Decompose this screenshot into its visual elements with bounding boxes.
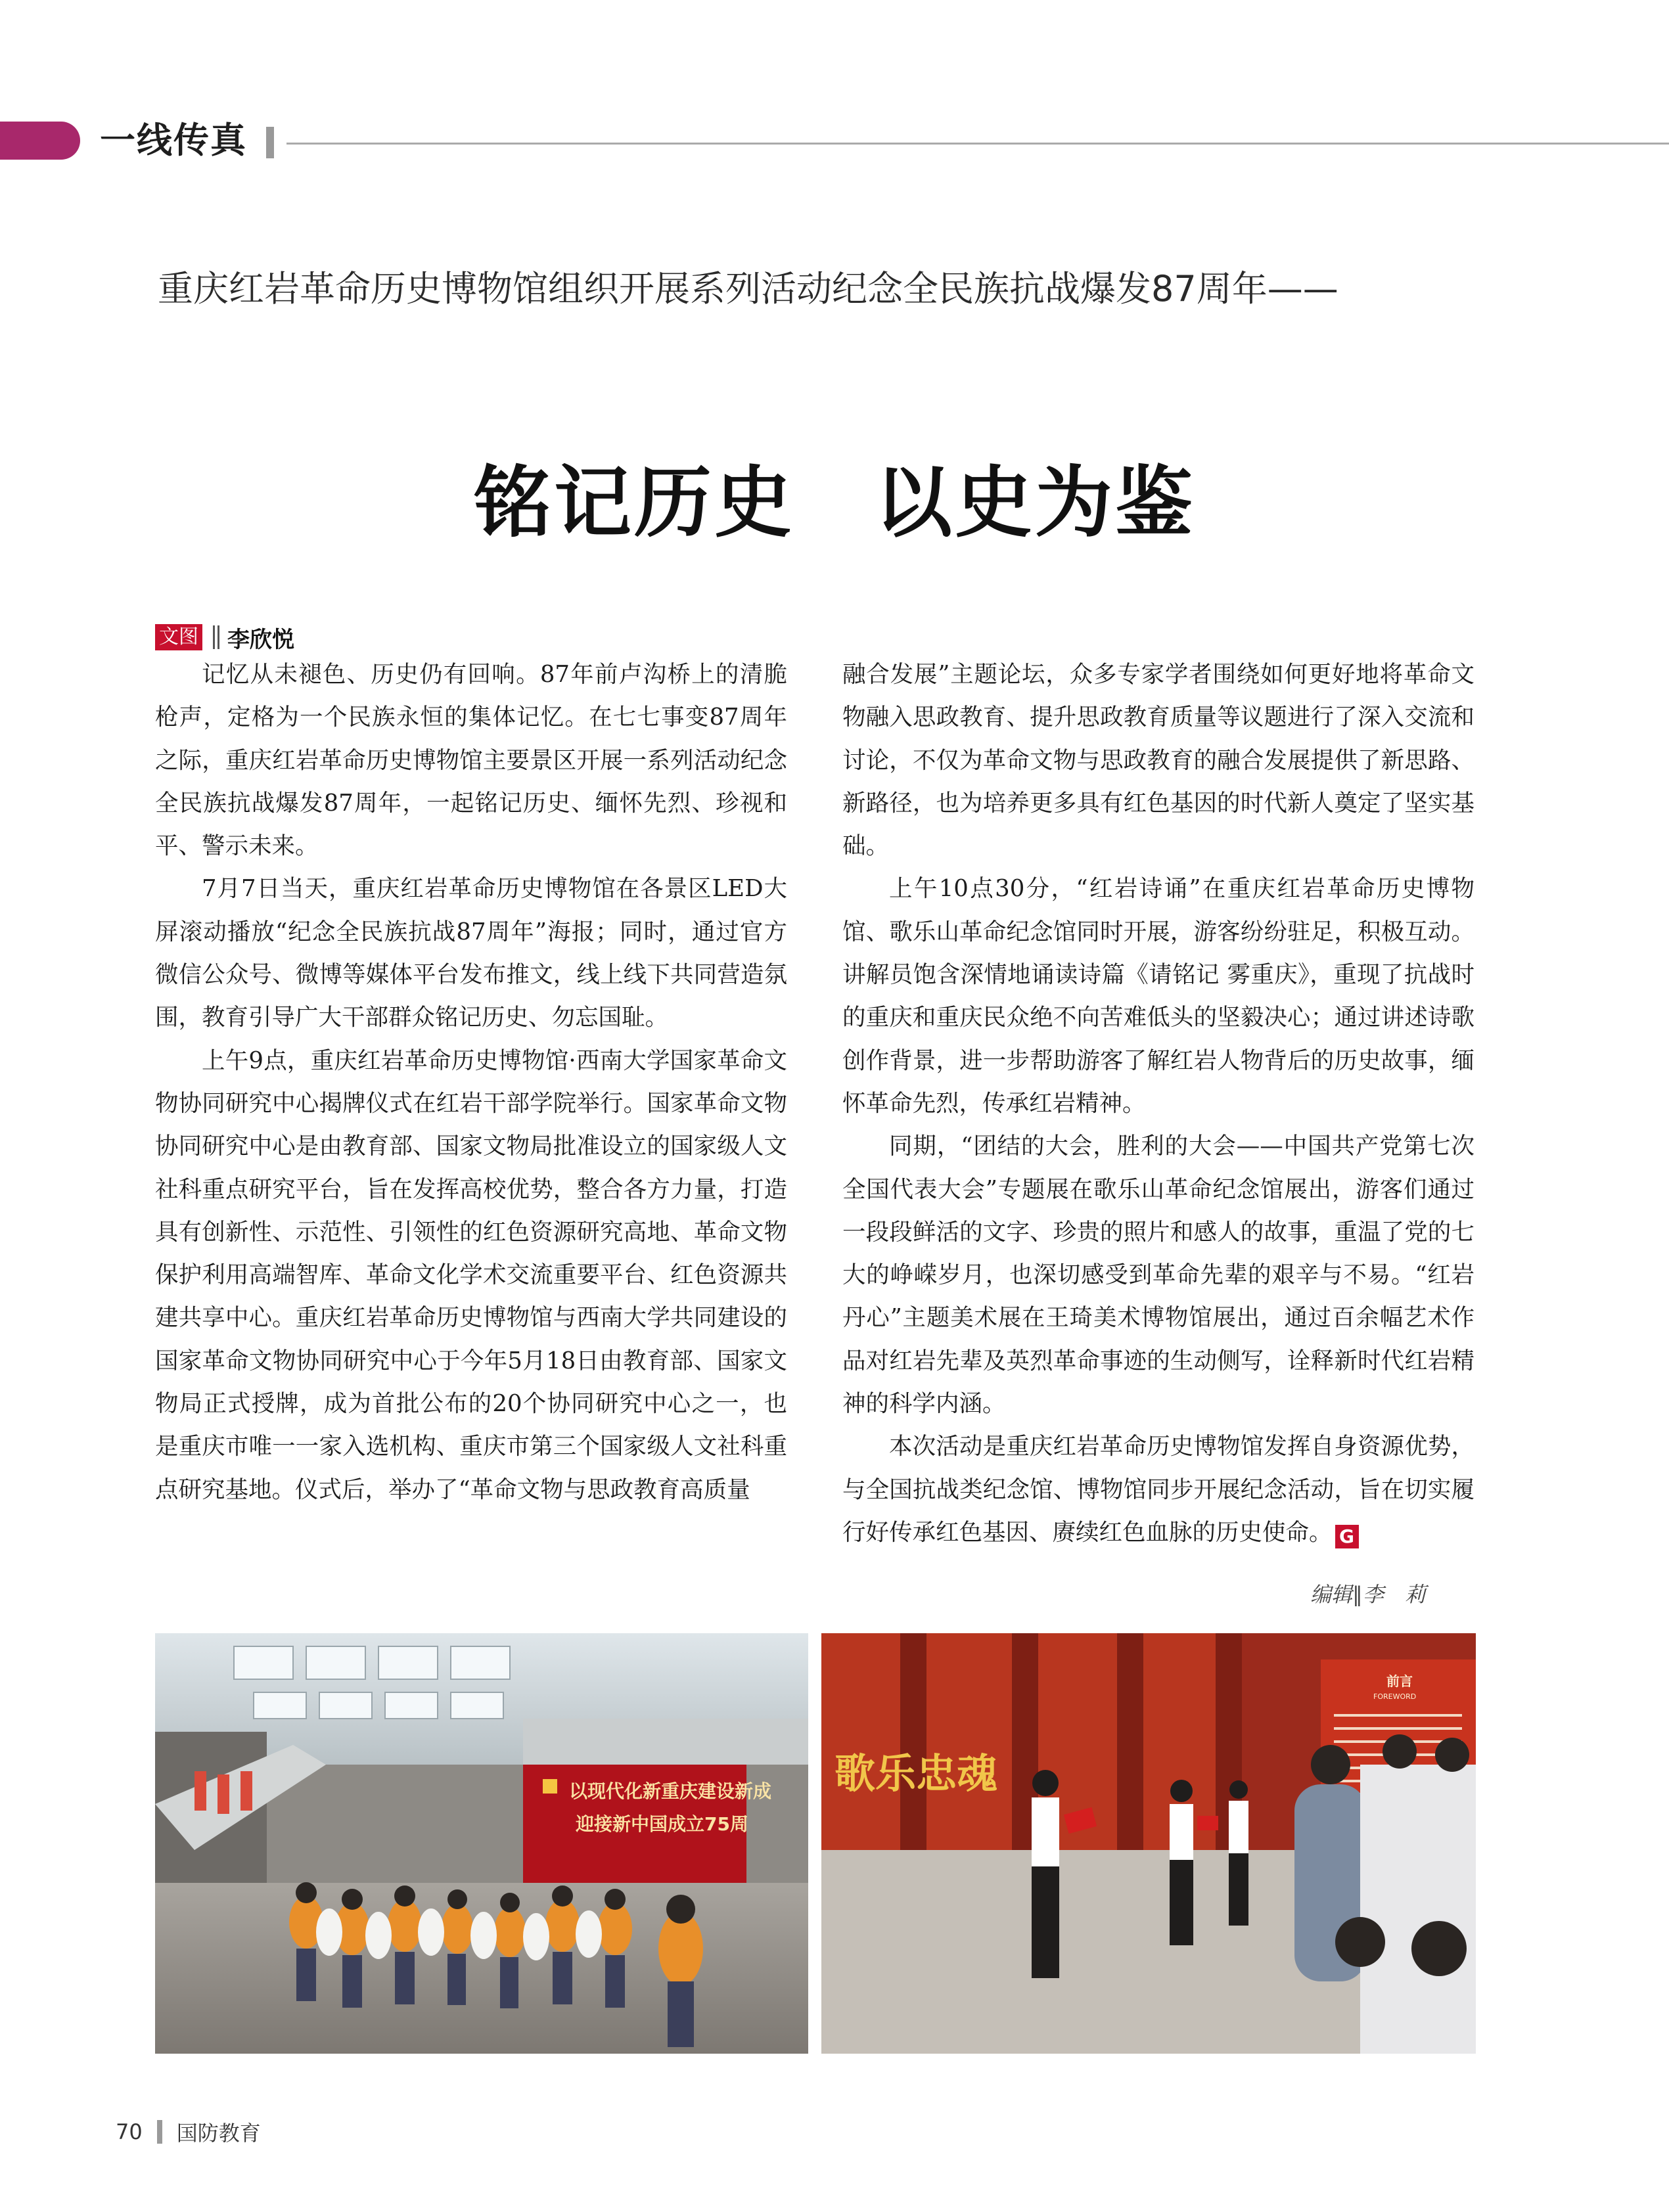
- photo-museum-students: [155, 1633, 808, 2054]
- byline-tag: 文图: [155, 624, 202, 650]
- byline: [155, 623, 294, 652]
- paragraph-text: 本次活动是重庆红岩革命历史博物馆发挥自身资源优势，与全国抗战类纪念馆、博物馆同步开展纪念活动，旨在切实履行好传承红色基因、赓续红色血脉的历史使命。: [842, 1433, 1475, 1546]
- photo-poetry-recitation: [821, 1633, 1476, 2054]
- article-title: 铭记历史 以史为鉴: [473, 457, 1195, 548]
- page-footer: [116, 2115, 261, 2148]
- paragraph: 7月7日当天，重庆红岩革命历史博物馆在各景区LED大屏滚动播放“纪念全民族抗战87周年”海报；同时，通过官方微信公众号、微博等媒体平台发布推文，线上线下共同营造氛围，教育引导广大干部群众铭记历史、勿忘国耻。: [155, 875, 787, 1031]
- section-divider: [266, 127, 274, 158]
- byline-author: 李欣悦: [227, 626, 294, 653]
- byline-separator: [213, 625, 219, 649]
- right-column: [842, 653, 1475, 1554]
- banner-line2: 迎接新中国成立75周: [576, 1813, 748, 1835]
- photo-museum-students-illustration: [155, 1633, 808, 2054]
- paragraph: 上午9点，重庆红岩革命历史博物馆·西南大学国家革命文物协同研究中心揭牌仪式在红岩干部学院举行。国家革命文物协同研究中心是由教育部、国家文物局批准设立的国家级人文社科重点研究平台，旨在发挥高校优势，整合各方力量，打造具有创新性、示范性、引领性的红色资源研究高地、革命文物保护利用高端智库、革命文化学术交流重要平台、红色资源共建共享中心。重庆红岩革命历史博物馆与西南大学共同建设的国家革命文物协同研究中心于今年5月18日由教育部、国家文物局正式授牌，成为首批公布的20个协同研究中心之一，也是重庆市唯一一家入选机构、重庆市第三个国家级人文社科重点研究基地。仪式后，举办了“革命文物与思政教育高质量: [155, 1047, 787, 1503]
- footer-divider: [157, 2120, 162, 2144]
- page-number: 70: [116, 2119, 143, 2144]
- party-emblem-icon: [543, 1779, 557, 1794]
- header-rule: [286, 143, 1669, 145]
- section-tab-pill: [0, 122, 80, 160]
- editor-credit: 编辑∥李 莉: [1310, 1582, 1426, 1607]
- banner-line1: 以现代化新重庆建设新成: [569, 1780, 772, 1802]
- paragraph: 记忆从未褪色、历史仍有回响。87年前卢沟桥上的清脆枪声，定格为一个民族永恒的集体记忆。在七七事变87周年之际，重庆红岩革命历史博物馆主要景区开展一系列活动纪念全民族抗战爆发87周年，一起铭记历史、缅怀先烈、珍视和平、警示未来。: [155, 661, 787, 860]
- memorial-wall-text: 歌乐忠魂: [834, 1749, 998, 1797]
- paragraph: 上午10点30分，“红岩诗诵”在重庆红岩革命历史博物馆、歌乐山革命纪念馆同时开展，游客纷纷驻足，积极互动。讲解员饱含深情地诵读诗篇《请铭记 雾重庆》，重现了抗战时的重庆和重庆民众绝不向苦难低头的坚毅决心；通过讲述诗歌创作背景，进一步帮助游客了解红岩人物背后的历史故事，缅怀革命先烈，传承红岩精神。: [842, 875, 1475, 1117]
- left-column: [155, 653, 787, 1511]
- foreword-subheading: FOREWORD: [1373, 1692, 1417, 1701]
- photo-poetry-recitation-illustration: [821, 1633, 1476, 2054]
- magazine-name: 国防教育: [176, 2121, 261, 2146]
- end-mark-icon: G: [1335, 1525, 1359, 1548]
- article-subtitle: 重庆红岩革命历史博物馆组织开展系列活动纪念全民族抗战爆发87周年——: [158, 268, 1338, 309]
- paragraph-continuation: 融合发展”主题论坛，众多专家学者围绕如何更好地将革命文物融入思政教育、提升思政教育质量等议题进行了深入交流和讨论，不仅为革命文物与思政教育的融合发展提供了新思路、新路径，也为培养更多具有红色基因的时代新人奠定了坚实基础。: [842, 661, 1475, 860]
- section-label: 一线传真: [100, 120, 247, 161]
- paragraph: 同期，“团结的大会，胜利的大会——中国共产党第七次全国代表大会”专题展在歌乐山革命纪念馆展出，游客们通过一段段鲜活的文字、珍贵的照片和感人的故事，重温了党的七大的峥嵘岁月，也深切感受到革命先辈的艰辛与不易。“红岩丹心”主题美术展在王琦美术博物馆展出，通过百余幅艺术作品对红岩先辈及英烈革命事迹的生动侧写，诠释新时代红岩精神的科学内涵。: [842, 1133, 1475, 1418]
- foreword-heading: 前言: [1386, 1673, 1413, 1689]
- paragraph: [842, 1425, 1475, 1554]
